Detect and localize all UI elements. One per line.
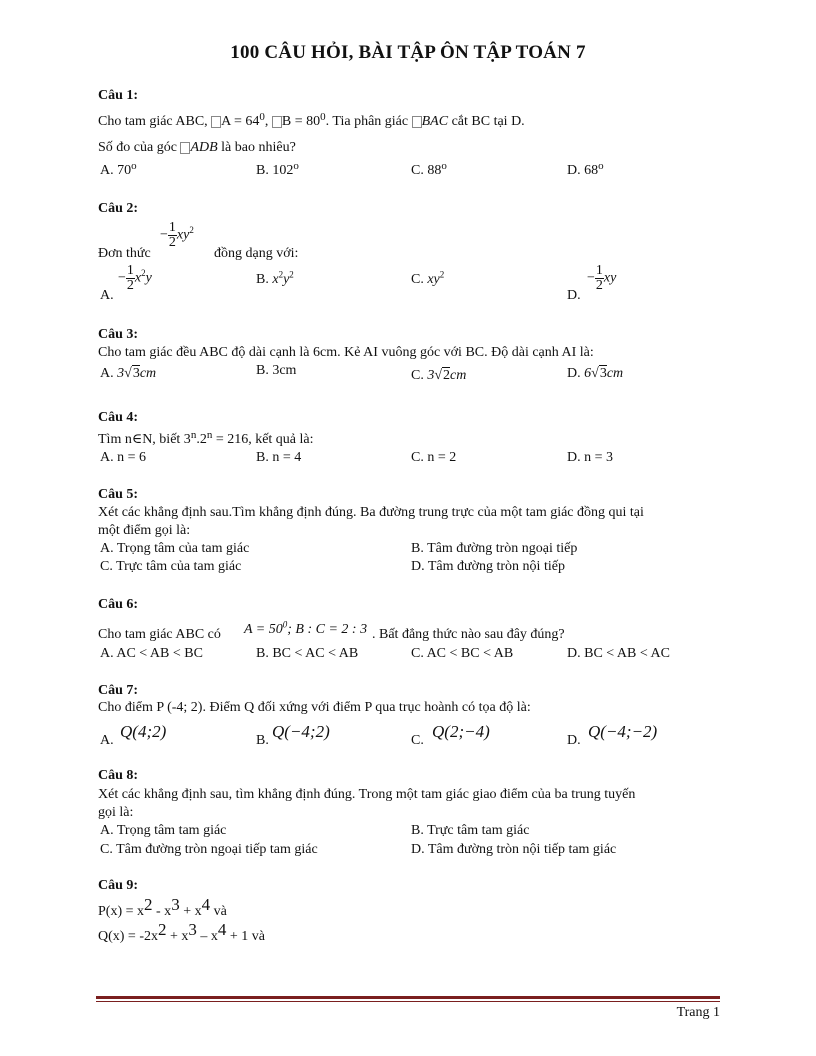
q6-angle-expression: $A = 50^0$; B : C = 2 : 3 — [244, 619, 368, 637]
q7-option-b-expr[interactable]: Q(−4;2) — [272, 722, 330, 741]
question-2-label: Câu 2: — [98, 201, 139, 216]
q4-option-d[interactable]: D. n = 3 — [567, 450, 614, 465]
angle-a-value: = 64 — [234, 114, 260, 129]
q2-option-b[interactable]: B. $x^2y^2$ — [256, 269, 294, 287]
q2-option-d-label[interactable]: D. — [567, 288, 581, 303]
q6-option-c[interactable]: C. AC < BC < AB — [411, 646, 514, 661]
q2-option-a-label[interactable]: A. — [100, 288, 114, 303]
q3-option-a[interactable]: A. 3√3cm — [100, 366, 157, 381]
q5-option-c[interactable]: C. Trực tâm của tam giác — [100, 559, 242, 574]
q5-option-d[interactable]: D. Tâm đường tròn nội tiếp — [411, 559, 565, 574]
question-7-label: Câu 7: — [98, 683, 139, 698]
degree-sign: 0 — [259, 111, 265, 123]
q1-option-c[interactable]: C. 88$^o$ — [411, 160, 447, 178]
angle-adb: ADB — [190, 140, 218, 155]
q7-option-c-label[interactable]: C. — [411, 733, 424, 748]
q7-option-c-expr[interactable]: Q(2;−4) — [432, 722, 490, 741]
q8-option-a[interactable]: A. Trọng tâm tam giác — [100, 823, 227, 838]
q3-option-d[interactable]: D. 6√3cm — [567, 366, 624, 381]
question-8-line-2: gọi là: — [98, 805, 134, 820]
question-6-label: Câu 6: — [98, 597, 139, 612]
question-6-text-a: Cho tam giác ABC có — [98, 627, 221, 642]
q1-option-a[interactable]: A. 70$^o$ — [100, 160, 137, 178]
question-9-label: Câu 9: — [98, 878, 139, 893]
footer-divider-thick — [96, 996, 720, 999]
q2-monomial: − $\frac{1}{2}$ $xy^2$ — [160, 220, 194, 250]
document-title: 100 CÂU HỎI, BÀI TẬP ÔN TẬP TOÁN 7 — [230, 42, 586, 63]
q6-option-b[interactable]: B. BC < AC < AB — [256, 646, 359, 661]
q2-option-c[interactable]: C. $xy^2$ — [411, 269, 445, 287]
question-8-line-1: Xét các khẳng định sau, tìm khẳng định đúng. Trong một tam giác giao điểm của ba trung tuyến — [98, 787, 636, 802]
question-5-label: Câu 5: — [98, 487, 139, 502]
question-1-label: Câu 1: — [98, 88, 139, 103]
q1-text: . Tia phân giác — [325, 114, 409, 129]
footer-divider-thin — [96, 1001, 720, 1002]
q1-option-d[interactable]: D. 68$^o$ — [567, 160, 604, 178]
q5-option-b[interactable]: B. Tâm đường tròn ngoại tiếp — [411, 541, 578, 556]
page-number: Trang 1 — [676, 1005, 720, 1020]
q5-option-a[interactable]: A. Trọng tâm của tam giác — [100, 541, 250, 556]
question-2-text-a: Đơn thức — [98, 246, 151, 261]
question-3-label: Câu 3: — [98, 327, 139, 342]
q8-option-d[interactable]: D. Tâm đường tròn nội tiếp tam giác — [411, 842, 617, 857]
question-4-text: Tìm n∈N, biết 3$^n$.2$^n$ = 216, kết quả là: — [98, 429, 314, 447]
q8-option-b[interactable]: B. Trực tâm tam giác — [411, 823, 530, 838]
q3-option-c[interactable]: C. 3√2cm — [411, 368, 467, 383]
question-3-text: Cho tam giác đều ABC độ dài cạnh là 6cm. Kẻ AI vuông góc với BC. Độ dài cạnh AI là: — [98, 345, 594, 360]
q7-option-d-expr[interactable]: Q(−4;−2) — [588, 722, 658, 741]
q7-option-b-label[interactable]: B. — [256, 733, 269, 748]
angle-b-letter: B — [281, 114, 292, 129]
question-4-label: Câu 4: — [98, 410, 139, 425]
angle-a-letter: A — [221, 114, 231, 129]
q7-option-d-label[interactable]: D. — [567, 733, 581, 748]
q1-text: là bao nhiêu? — [221, 140, 296, 155]
question-5-line-2: một điểm gọi là: — [98, 523, 191, 538]
question-6-text-b: . Bất đẳng thức nào sau đây đúng? — [372, 627, 565, 642]
question-5-line-1: Xét các khẳng định sau.Tìm khẳng định đúng. Ba đường trung trực của một tam giác đồng qui tại — [98, 505, 644, 520]
q8-option-c[interactable]: C. Tâm đường tròn ngoại tiếp tam giác — [100, 842, 318, 857]
q3-option-b[interactable]: B. 3cm — [256, 363, 297, 378]
q1-text: Số đo của góc — [98, 140, 177, 155]
angle-hat-icon — [180, 142, 190, 154]
question-1-line-2 — [98, 140, 296, 157]
q7-option-a-label[interactable]: A. — [100, 733, 114, 748]
q1-text: cắt BC tại D. — [451, 114, 525, 129]
angle-hat-icon — [272, 116, 282, 128]
q6-option-a[interactable]: A. AC < AB < BC — [100, 646, 203, 661]
question-7-text: Cho điểm P (-4; 2). Điểm Q đối xứng với điểm P qua trục hoành có tọa độ là: — [98, 700, 531, 715]
q9-polynomial-q: Q(x) = -2x2 + x3 – x4 + 1 và — [98, 920, 266, 944]
q9-polynomial-p: P(x) = x2 - x3 + x4 và — [98, 895, 227, 919]
angle-bac: BAC — [421, 114, 449, 129]
q4-option-c[interactable]: C. n = 2 — [411, 450, 457, 465]
q2-option-d-expr[interactable]: − $\frac{1}{2}$ xy — [587, 263, 617, 293]
angle-hat-icon — [211, 116, 221, 128]
q1-text: Cho tam giác ABC, — [98, 114, 208, 129]
q4-option-a[interactable]: A. n = 6 — [100, 450, 147, 465]
degree-sign: 0 — [320, 111, 326, 123]
angle-b-value: = 80 — [294, 114, 321, 129]
question-1-line-1: Cho tam giác ABC, $A = 64^0$, $B = 80^0$. Tia phân giác BAC cắt BC tại D. — [98, 111, 525, 129]
q1-option-b[interactable]: B. 102$^o$ — [256, 160, 299, 178]
angle-hat-icon — [412, 116, 422, 128]
q6-option-d[interactable]: D. BC < AB < AC — [567, 646, 670, 661]
q2-option-a-expr[interactable]: − $\frac{1}{2}$ $x^2y$ — [118, 263, 152, 293]
question-8-label: Câu 8: — [98, 768, 139, 783]
question-2-text-b: đồng dạng với: — [214, 246, 299, 261]
q4-option-b[interactable]: B. n = 4 — [256, 450, 302, 465]
q7-option-a-expr[interactable]: Q(4;2) — [120, 722, 167, 741]
